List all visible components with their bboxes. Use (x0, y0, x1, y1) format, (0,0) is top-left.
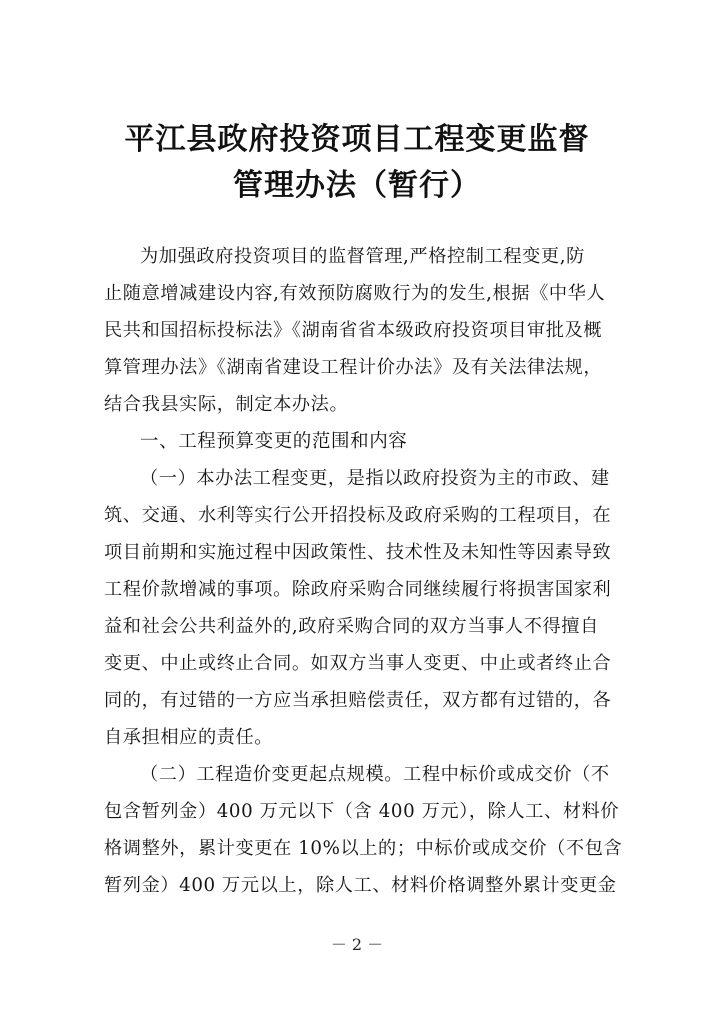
item-1-line-5: 益和社会公共利益外的,政府采购合同的双方当事人不得擅自 (104, 616, 599, 637)
document-title-line-2: 管理办法（暂行） (233, 168, 481, 203)
item-2-line-4: 暂列金）400 万元以上，除人工、材料价格调整外累计变更金 (104, 875, 617, 896)
item-1-line-1: （一）本办法工程变更，是指以政府投资为主的市政、建 (140, 468, 610, 489)
intro-line-2: 止随意增减建设内容,有效预防腐败行为的发生,根据《中华人 (104, 283, 606, 304)
item-2-line-2: 包含暂列金）400 万元以下（含 400 万元），除人工、材料价 (104, 801, 620, 822)
intro-line-1: 为加强政府投资项目的监督管理,严格控制工程变更,防 (140, 246, 585, 267)
intro-line-5: 结合我县实际，制定本办法。 (104, 394, 349, 415)
page-number: － 2 － (330, 935, 384, 954)
item-1-line-7: 同的，有过错的一方应当承担赔偿责任，双方都有过错的，各 (104, 690, 612, 711)
document-title-line-1: 平江县政府投资项目工程变更监督 (124, 122, 590, 157)
item-1-line-4: 工程价款增减的事项。除政府采购合同继续履行将损害国家利 (104, 579, 612, 600)
intro-line-4: 算管理办法》《湖南省建设工程计价办法》及有关法律法规， (104, 357, 603, 378)
item-1-line-6: 变更、中止或终止合同。如双方当事人变更、中止或者终止合 (104, 653, 612, 674)
item-1-line-8: 自承担相应的责任。 (104, 727, 274, 748)
intro-line-3: 民共和国招标投标法》《湖南省省本级政府投资项目审批及概 (104, 320, 603, 341)
item-2-line-1: （二）工程造价变更起点规模。工程中标价或成交价（不 (140, 764, 610, 785)
item-1-line-3: 项目前期和实施过程中因政策性、技术性及未知性等因素导致 (104, 542, 612, 563)
item-1-line-2: 筑、交通、水利等实行公开招投标及政府采购的工程项目，在 (104, 505, 612, 526)
section-1-heading: 一、工程预算变更的范围和内容 (140, 431, 408, 452)
item-2-line-3: 格调整外，累计变更在 10%以上的；中标价或成交价（不包含 (104, 838, 623, 859)
